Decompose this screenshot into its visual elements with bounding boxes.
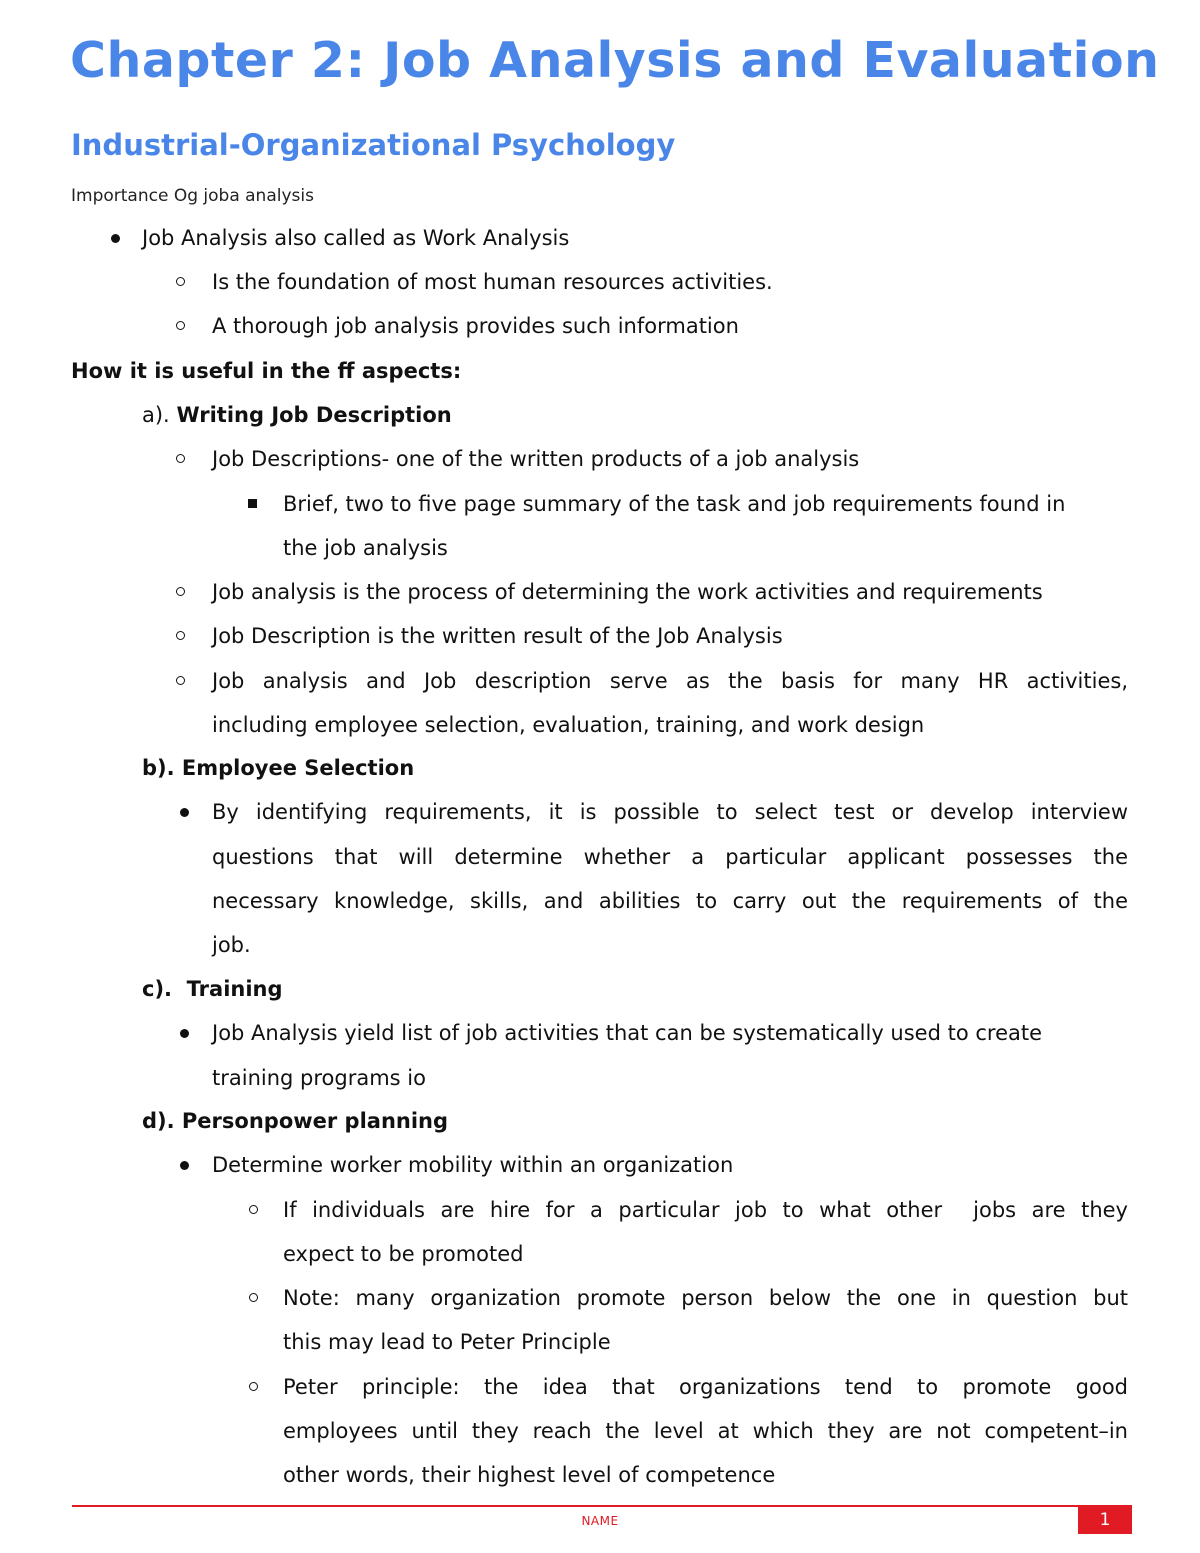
bullet-circle [176,676,185,685]
section-subtitle: Industrial-Organizational Psychology [71,128,676,162]
list-item: Peter principle: the idea that organizations tend to promote good [283,1375,1128,1399]
bullet-circle [176,321,185,330]
page-number: 1 [1078,1507,1132,1534]
list-item-continued: necessary knowledge, skills, and abilities to carry out the requirements of the [212,889,1128,913]
section-a-prefix: a). [142,403,170,427]
chapter-title: Chapter 2: Job Analysis and Evaluation [70,32,1160,89]
bullet-circle [176,277,185,286]
footer-rule [72,1505,1132,1507]
list-item: A thorough job analysis provides such information [212,314,739,338]
list-item: Job analysis and Job description serve as the basis for many HR activities, [212,669,1128,693]
bullet-disc [111,234,120,243]
list-item-continued: the job analysis [283,536,448,560]
list-item-continued: expect to be promoted [283,1242,524,1266]
list-item: Job Analysis also called as Work Analysis [142,226,570,250]
section-a-title: Writing Job Description [176,403,452,427]
bullet-square [248,499,257,508]
bullet-disc [180,1161,189,1170]
intro-note: Importance Og joba analysis [71,186,314,206]
list-item: Job Description is the written result of the Job Analysis [212,624,783,648]
list-item-continued: job. [212,933,251,957]
bullet-circle [249,1382,258,1391]
list-item: Brief, two to five page summary of the task and job requirements found in [283,492,1066,516]
list-item: By identifying requirements, it is possible to select test or develop interview [212,800,1128,824]
section-b-heading: b). Employee Selection [142,756,415,780]
list-item-continued: questions that will determine whether a particular applicant possesses the [212,845,1128,869]
list-item-continued: including employee selection, evaluation, training, and work design [212,713,925,737]
list-item: Job analysis is the process of determining the work activities and requirements [212,580,1043,604]
bullet-circle [249,1205,258,1214]
list-item: Job Descriptions- one of the written products of a job analysis [212,447,860,471]
bullet-circle [176,587,185,596]
list-item-continued: other words, their highest level of competence [283,1463,776,1487]
list-item-continued: training programs io [212,1066,426,1090]
list-item-continued: employees until they reach the level at which they are not competent–in [283,1419,1128,1443]
list-item: If individuals are hire for a particular job to what other jobs are they [283,1198,1128,1222]
section-c-heading: c). Training [142,977,283,1001]
bullet-disc [180,1029,189,1038]
bullet-circle [176,454,185,463]
useful-heading: How it is useful in the ff aspects: [71,359,462,383]
bullet-disc [180,808,189,817]
list-item: Determine worker mobility within an organization [212,1153,734,1177]
section-d-heading: d). Personpower planning [142,1109,449,1133]
list-item: Is the foundation of most human resources activities. [212,270,773,294]
bullet-circle [249,1293,258,1302]
list-item-continued: this may lead to Peter Principle [283,1330,611,1354]
bullet-circle [176,631,185,640]
footer-name: NAME [581,1514,619,1528]
list-item: Job Analysis yield list of job activities that can be systematically used to create [212,1021,1043,1045]
section-a-heading [142,400,452,430]
list-item: Note: many organization promote person below the one in question but [283,1286,1128,1310]
